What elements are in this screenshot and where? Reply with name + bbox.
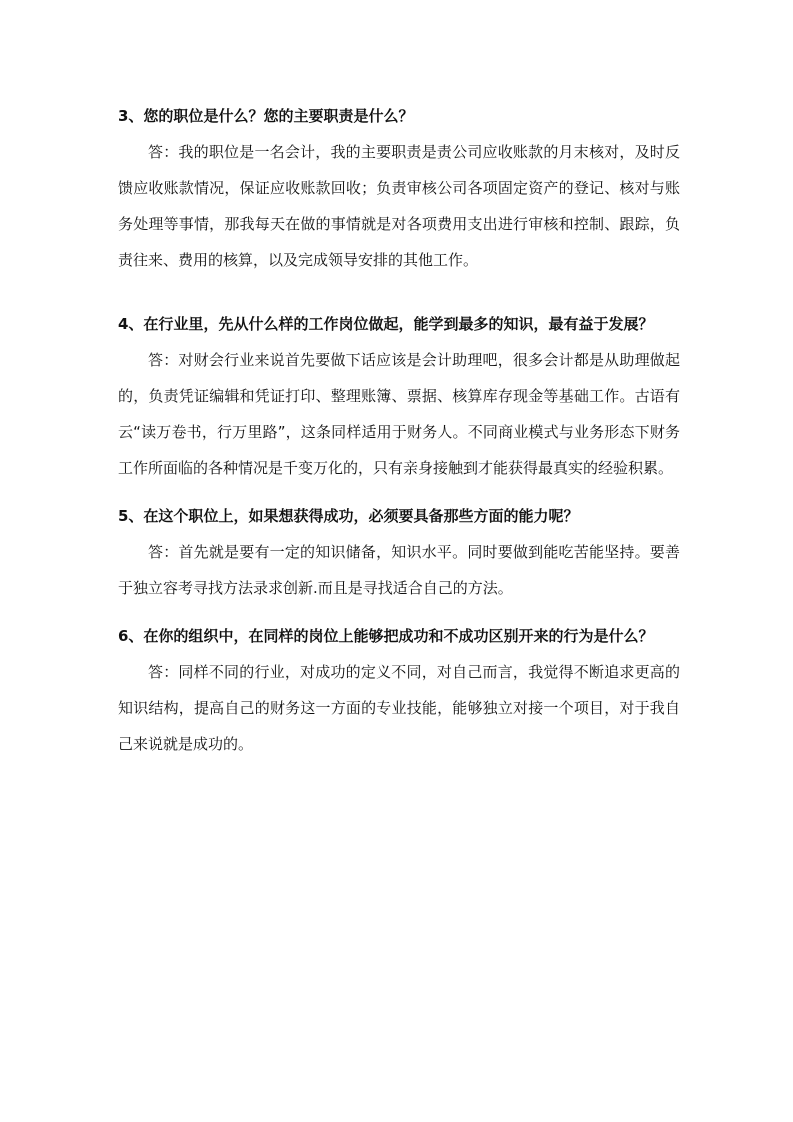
section-spacer xyxy=(118,486,680,498)
answer-4: 答：对财会行业来说首先要做下话应该是会计助理吧，很多会计都是从助理做起的，负责凭证编辑和凭证打印、整理账簿、票据、核算库存现金等基础工作。古语有云“读万卷书，行万里路”，这条同样适用于财务人。不同商业模式与业务形态下财务工作所面临的各种情况是千变万化的，只有亲身接触到才能获得最真实的经验积累。 xyxy=(118,351,680,477)
qa-section-4 xyxy=(118,306,680,486)
qa-section-3 xyxy=(118,98,680,278)
section-spacer xyxy=(118,606,680,618)
question-4: 4、在行业里，先从什么样的工作岗位做起，能学到最多的知识，最有益于发展？ xyxy=(118,315,654,333)
section-spacer xyxy=(118,278,680,306)
question-6: 6、在你的组织中，在同样的岗位上能够把成功和不成功区别开来的行为是什么？ xyxy=(118,627,654,645)
question-3: 3、您的职位是什么？您的主要职责是什么？ xyxy=(118,107,414,125)
answer-3: 答：我的职位是一名会计，我的主要职责是责公司应收账款的月末核对，及时反馈应收账款情况，保证应收账款回收；负责审核公司各项固定资产的登记、核对与账务处理等事情，那我每天在做的事情就是对各项费用支出进行审核和控制、跟踪，负责往来、费用的核算，以及完成领导安排的其他工作。 xyxy=(118,143,680,269)
qa-section-6 xyxy=(118,618,680,762)
question-5: 5、在这个职位上，如果想获得成功，必须要具备那些方面的能力呢？ xyxy=(118,507,579,525)
document-page xyxy=(118,98,680,762)
answer-6: 答：同样不同的行业，对成功的定义不同，对自己而言，我觉得不断追求更高的知识结构，提高自己的财务这一方面的专业技能，能够独立对接一个项目，对于我自己来说就是成功的。 xyxy=(118,663,680,753)
answer-5: 答：首先就是要有一定的知识储备，知识水平。同时要做到能吃苦能坚持。要善于独立容考寻找方法录求创新.而且是寻找适合自己的方法。 xyxy=(118,543,680,597)
qa-section-5 xyxy=(118,498,680,606)
